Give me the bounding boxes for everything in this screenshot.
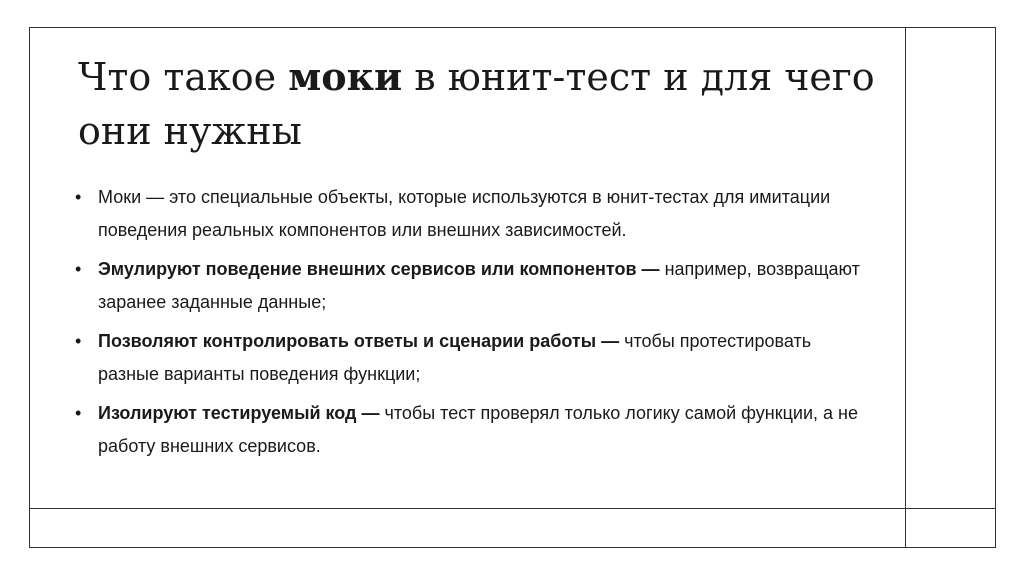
bullet-text: чтобы протестировать разные варианты поведения функции; — [98, 331, 812, 384]
bullet-text: Моки — это специальные объекты, которые используются в юнит-тестах для имитации поведения реальных компонентов или внешних зависимостей. — [98, 187, 831, 240]
bullet-dot: • — [75, 259, 82, 279]
bullet-dot: • — [75, 187, 82, 207]
bullet-list — [72, 181, 872, 469]
frame-divider-horizontal — [29, 508, 996, 509]
frame-divider-vertical — [905, 27, 906, 548]
bullet-text: чтобы тест проверял только логику самой функции, а не работу внешних сервисов. — [98, 403, 858, 456]
frame-border-bottom — [29, 547, 996, 548]
bullet-bold: Изолируют тестируемый код — — [98, 403, 380, 423]
bullet-item — [72, 253, 872, 319]
frame-border-left — [29, 27, 30, 548]
bullet-item — [72, 397, 872, 463]
frame-border-top — [29, 27, 996, 28]
slide-title — [78, 50, 878, 158]
bullet-item — [72, 325, 872, 391]
title-suffix: в юнит-тест и для чего они нужны — [78, 55, 875, 153]
frame-border-right — [995, 27, 996, 548]
title-prefix: Что такое — [78, 55, 289, 99]
bullet-text: например, возвращают заранее заданные данные; — [98, 259, 860, 312]
bullet-dot: • — [75, 331, 82, 351]
bullet-bold: Позволяют контролировать ответы и сценарии работы — — [98, 331, 620, 351]
title-bold-term: моки — [288, 54, 403, 99]
bullet-dot: • — [75, 403, 82, 423]
bullet-bold: Эмулируют поведение внешних сервисов или компонентов — — [98, 259, 660, 279]
bullet-item — [72, 181, 872, 247]
